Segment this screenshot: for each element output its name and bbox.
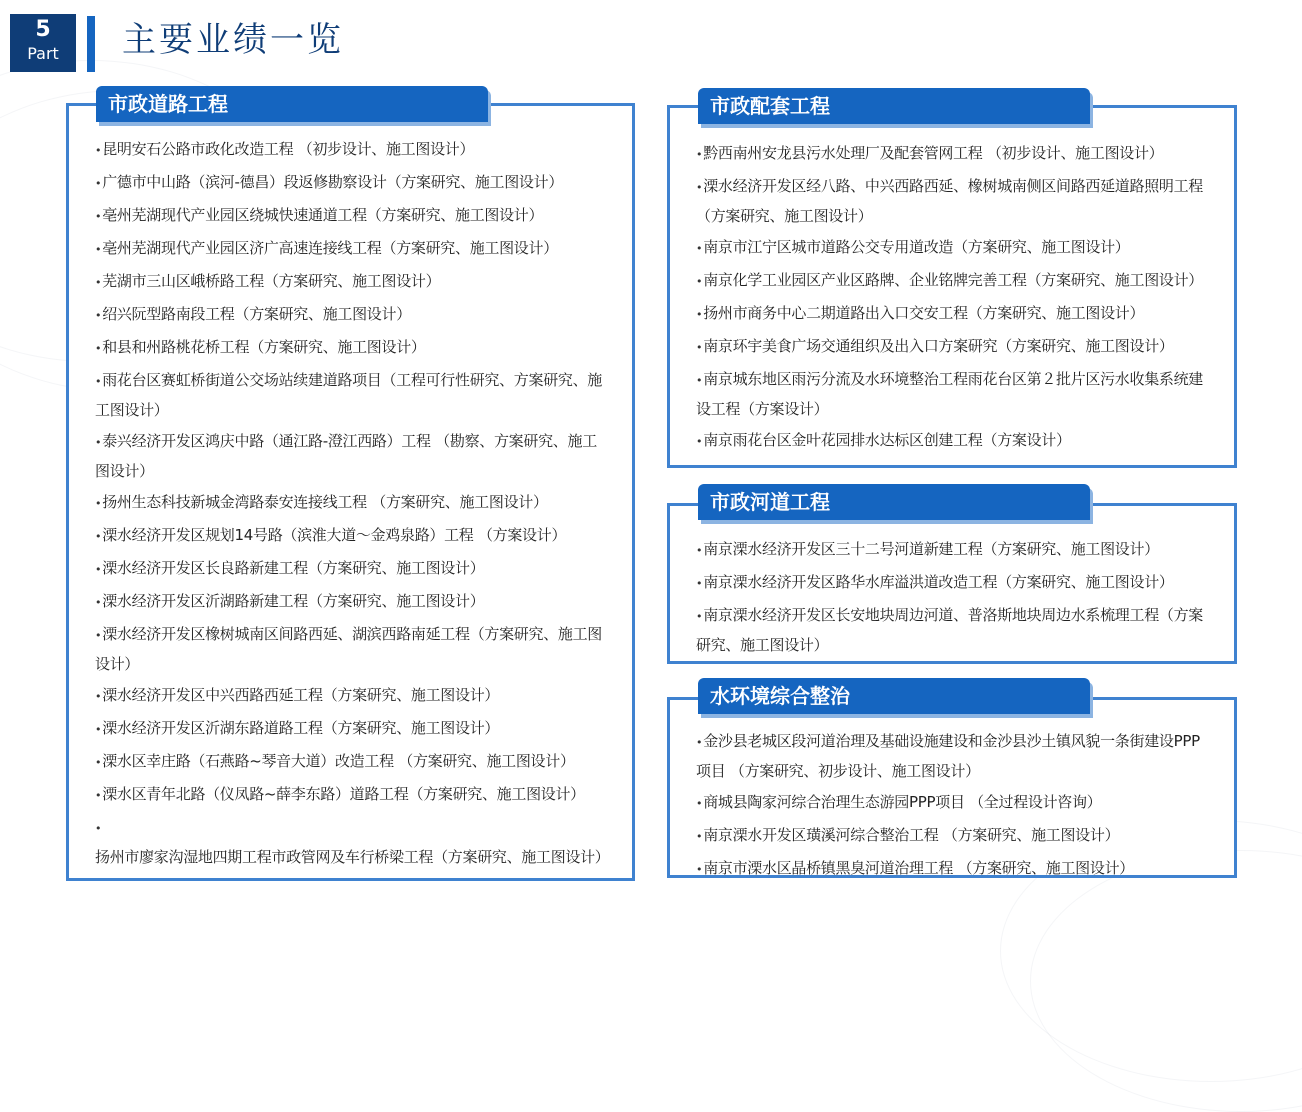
- list-item: • 雨花台区赛虹桥街道公交场站续建道路项目（工程可行性研究、方案研究、施工图设计）: [95, 366, 610, 424]
- list-item: • 亳州芜湖现代产业园区绕城快速通道工程（方案研究、施工图设计）: [95, 201, 610, 231]
- river-projects-list: [696, 535, 1211, 662]
- list-item: • 商城县陶家河综合治理生态游园PPP项目 （全过程设计咨询）: [696, 788, 1211, 818]
- list-item: • 南京环宇美食广场交通组织及出入口方案研究（方案研究、施工图设计）: [696, 332, 1211, 362]
- facility-projects-panel: [667, 105, 1237, 468]
- list-item: • 溧水经济开发区规划14号路（滨淮大道～金鸡泉路）工程 （方案设计）: [95, 521, 610, 551]
- list-item: • 溧水经济开发区长良路新建工程（方案研究、施工图设计）: [95, 554, 610, 584]
- list-item: • 金沙县老城区段河道治理及基础设施建设和金沙县沙土镇风貌一条街建设PPP项目 （方案研究、初步设计、施工图设计）: [696, 727, 1211, 785]
- list-item: • 扬州市商务中心二期道路出入口交安工程（方案研究、施工图设计）: [696, 299, 1211, 329]
- list-item: • 南京城东地区雨污分流及水环境整治工程雨花台区第２批片区污水收集系统建设工程（方案设计）: [696, 365, 1211, 423]
- list-item: • 扬州市廖家沟湿地四期工程市政管网及车行桥梁工程（方案研究、施工图设计）: [95, 813, 610, 871]
- water-environment-list: [696, 727, 1211, 887]
- list-item: • 南京溧水经济开发区路华水库溢洪道改造工程（方案研究、施工图设计）: [696, 568, 1211, 598]
- list-item: • 南京溧水开发区璜溪河综合整治工程 （方案研究、施工图设计）: [696, 821, 1211, 851]
- water-environment-panel: [667, 697, 1237, 878]
- list-item: • 溧水经济开发区沂湖东路道路工程（方案研究、施工图设计）: [95, 714, 610, 744]
- list-item: • 亳州芜湖现代产业园区济广高速连接线工程（方案研究、施工图设计）: [95, 234, 610, 264]
- part-label: Part: [27, 44, 59, 63]
- list-item: • 昆明安石公路市政化改造工程 （初步设计、施工图设计）: [95, 135, 610, 165]
- road-projects-heading: 市政道路工程: [96, 86, 488, 122]
- list-item: • 溧水区幸庄路（石燕路~琴音大道）改造工程 （方案研究、施工图设计）: [95, 747, 610, 777]
- list-item: • 南京溧水经济开发区长安地块周边河道、普洛斯地块周边水系梳理工程（方案研究、施工图设计）: [696, 601, 1211, 659]
- list-item: • 溧水经济开发区橡树城南区间路西延、湖滨西路南延工程（方案研究、施工图设计）: [95, 620, 610, 678]
- title-accent-bar: [87, 16, 95, 72]
- facility-projects-heading: 市政配套工程: [698, 88, 1090, 124]
- list-item: • 南京化学工业园区产业区路牌、企业铭牌完善工程（方案研究、施工图设计）: [696, 266, 1211, 296]
- list-item: • 和县和州路桃花桥工程（方案研究、施工图设计）: [95, 333, 610, 363]
- list-item: • 溧水区青年北路（仪凤路~薛李东路）道路工程（方案研究、施工图设计）: [95, 780, 610, 810]
- list-item: • 溧水经济开发区中兴西路西延工程（方案研究、施工图设计）: [95, 681, 610, 711]
- facility-projects-list: [696, 139, 1211, 459]
- list-item: • 南京溧水经济开发区三十二号河道新建工程（方案研究、施工图设计）: [696, 535, 1211, 565]
- list-item: • 泰兴经济开发区鸿庆中路（通江路-澄江西路）工程 （勘察、方案研究、施工图设计）: [95, 427, 610, 485]
- part-number: 5: [35, 17, 51, 42]
- river-projects-panel: [667, 503, 1237, 664]
- road-projects-list: [95, 135, 610, 874]
- list-item: • 溧水经济开发区沂湖路新建工程（方案研究、施工图设计）: [95, 587, 610, 617]
- list-item: • 芜湖市三山区峨桥路工程（方案研究、施工图设计）: [95, 267, 610, 297]
- water-environment-heading: 水环境综合整治: [698, 678, 1090, 714]
- list-item: • 扬州生态科技新城金湾路泰安连接线工程 （方案研究、施工图设计）: [95, 488, 610, 518]
- list-item: • 南京市溧水区晶桥镇黑臭河道治理工程 （方案研究、施工图设计）: [696, 854, 1211, 884]
- river-projects-heading: 市政河道工程: [698, 484, 1090, 520]
- road-projects-panel: [66, 103, 635, 881]
- list-item: • 广德市中山路（滨河-德昌）段返修勘察设计（方案研究、施工图设计）: [95, 168, 610, 198]
- list-item: • 绍兴阮型路南段工程（方案研究、施工图设计）: [95, 300, 610, 330]
- part-badge: [10, 14, 76, 72]
- page-title: 主要业绩一览: [122, 20, 344, 60]
- list-item: • 南京市江宁区城市道路公交专用道改造（方案研究、施工图设计）: [696, 233, 1211, 263]
- list-item: • 溧水经济开发区经八路、中兴西路西延、橡树城南侧区间路西延道路照明工程（方案研究、施工图设计）: [696, 172, 1211, 230]
- list-item: • 南京雨花台区金叶花园排水达标区创建工程（方案设计）: [696, 426, 1211, 456]
- list-item: • 黔西南州安龙县污水处理厂及配套管网工程 （初步设计、施工图设计）: [696, 139, 1211, 169]
